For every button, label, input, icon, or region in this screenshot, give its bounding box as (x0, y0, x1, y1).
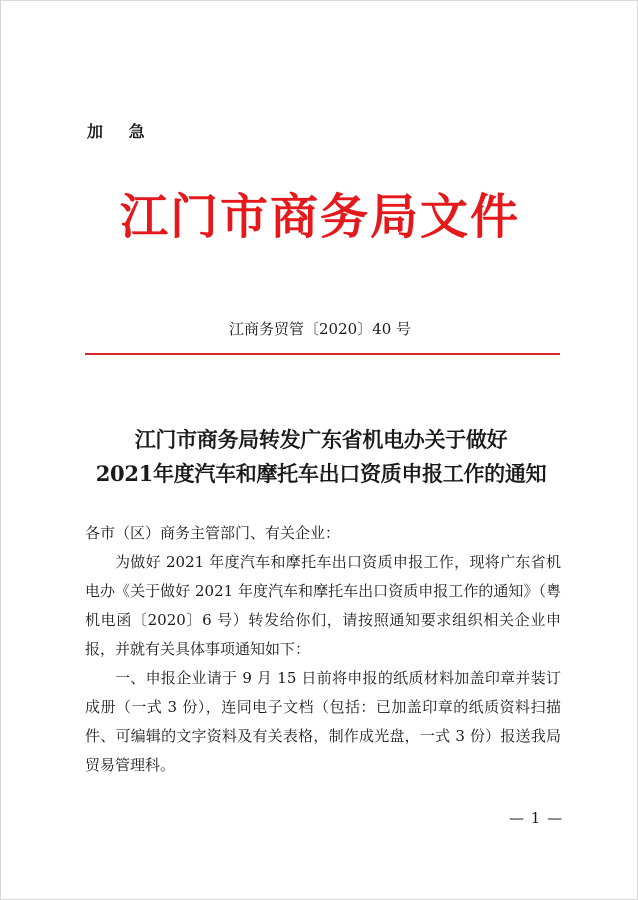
urgency-label: 加 急 (87, 122, 155, 141)
salutation: 各市（区）商务主管部门、有关企业： (85, 524, 341, 542)
document-number: 江商务贸管〔2020〕40 号 (228, 320, 412, 338)
page-number: — 1 — (509, 809, 564, 827)
document-title (71, 423, 571, 491)
document-masthead: 江门市商务局文件 (119, 189, 520, 245)
paragraph-1: 为做好 2021 年度汽车和摩托车出口资质申报工作，现将广东省机电办《关于做好 2021 年度汽车和摩托车出口资质申报工作的通知》（粤机电函〔2020〕6 号）转发给你们，请按照通知要求组织相关企业申报，并就有关具体事项通知如下： (85, 553, 561, 658)
document-body (85, 519, 561, 780)
paragraph-2: 一、申报企业请于 9 月 15 日前将申报的纸质材料加盖印章并装订成册（一式 3 份），连同电子文档（包括：已加盖印章的纸质资料扫描件、可编辑的文字资料及有关表格，制作成光盘，一式 3 份）报送我局贸易管理科。 (85, 669, 561, 774)
title-line-1: 江门市商务局转发广东省机电办关于做好 (134, 427, 508, 452)
red-divider-line (85, 353, 560, 355)
title-line-2: 2021年度汽车和摩托车出口资质申报工作的通知 (95, 461, 547, 486)
